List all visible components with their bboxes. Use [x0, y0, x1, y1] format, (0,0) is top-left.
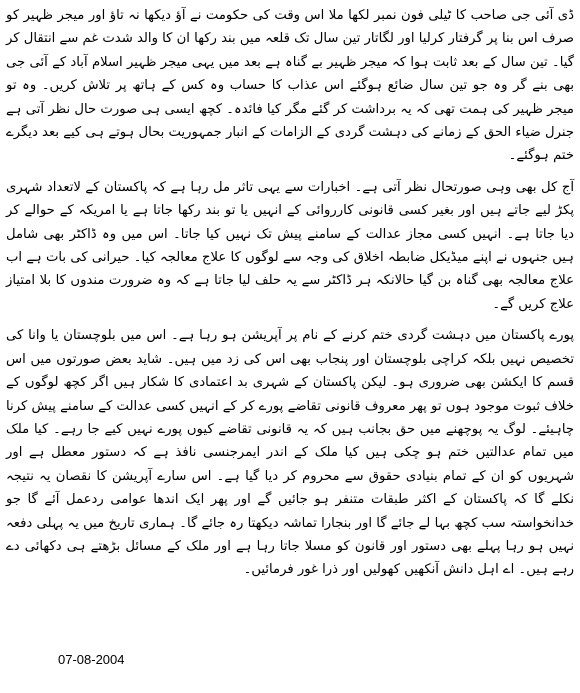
article-body	[6, 4, 574, 582]
paragraph: آج کل بھی وہی صورتحال نظر آتی ہے۔ اخبارات سے یہی تاثر مل رہا ہے کہ پاکستان کے لاتعداد شہری پکڑ لیے جاتے ہیں اور بغیر کسی قانونی کارروائی کے انہیں یا تو بند رکھا جاتا ہے یا امریکہ کے حوالے کر دیا جاتا ہے۔ انہیں کسی مجاز عدالت کے سامنے پیش تک نہیں کیا جاتا۔ اس میں وہ ڈاکٹر بھی شامل ہیں جنہوں نے اپنے میڈیکل ضابطہ اخلاق کی وجہ سے لوگوں کا علاج معالجہ کیا۔ حیرانی کی بات ہے اب علاج معالجہ بھی گناہ بن گیا حالانکہ ہر ڈاکٹر سے یہ حلف لیا جاتا ہے کہ وہ ضرورت مندوں کا بلا امتیاز علاج کریں گے۔	[6, 179, 574, 312]
paragraph: پورے پاکستان میں دہشت گردی ختم کرنے کے نام پر آپریشن ہو رہا ہے۔ اس میں بلوچستان یا وانا کی تخصیص نہیں بلکہ کراچی بلوچستان اور پنجاب بھی اس کی زد میں ہیں۔ شاید بعض صورتوں میں اس قسم کا ایکشن بھی ضروری ہو۔ لیکن پاکستان کے شہری بد اعتمادی کا شکار ہیں اگر کچھ لوگوں کے خلاف ثبوت موجود ہوں تو پھر معروف قانونی تقاضے پورے کر کے انہیں کسی عدالت کے سامنے پیش کرنا چاہیئے۔ لوگ یہ پوچھنے میں حق بجانب ہیں کہ یہ قانونی تقاضے کیوں پورے نہیں کیے جا رہے۔ کیا ملک میں تمام عدالتیں ختم ہو چکی ہیں کیا ملک کے اندر ایمرجنسی نافذ ہے کہ دستور معطل ہے اور شہریوں کو ان کے تمام بنیادی حقوق سے محروم کر دیا گیا ہے۔ اس سارے آپریشن کا نقصان یہ نتیجہ نکلے گا کہ پاکستان کے اکثر طبقات متنفر ہو جائیں گے اور پھر ایک اندھا عوامی ردعمل آئے گا جو خدانخواستہ سب کچھ بہا لے جائے گا اور بنجارا تماشہ دیکھتا رہ جائے گا۔ ہماری تاریخ میں یہ پہلی دفعہ نہیں ہو رہا پہلے بھی دستور اور قانون کو مسلا جاتا رہا ہے اور ملک کے مسائل بڑھتے ہی دکھائی دے رہے ہیں۔ اے اہل دانش آنکھیں کھولیں اور ذرا غور فرمائیں۔	[6, 328, 574, 578]
paragraph: ڈی آئی جی صاحب کا ٹیلی فون نمبر لکھا ملا اس وقت کی حکومت نے آؤ دیکھا نہ تاؤ اور میجر ظہیر کو صرف اس بنا پر گرفتار کرلیا اور لگاتار تین سال تک قلعہ میں بند رکھا ان کا والد شدت غم سے انتقال کر گیا۔ تین سال کے بعد ثابت ہوا کہ میجر ظہیر بے گناہ ہے بعد میں یہی میجر ظہیر اسلام آباد کے آئی جی بھی بنے گر وہ جو تین سال ضائع ہوگئے اس عذاب کا حساب وہ کس کے ہاتھ پر تلاش کریں۔ وہ تو میجر ظہیر کی ہمت تھی کہ یہ برداشت کر گئے مگر کیا فائدہ۔ کچھ ایسی ہی صورت حال نظر آتی ہے جنرل ضیاء الحق کے زمانے کی دہشت گردی کے الزامات کے انبار جمہوریت بحال ہوتے ہی کیے بعد دیگرے ختم ہوگئے۔	[6, 8, 574, 164]
publication-date: 07-08-2004	[58, 652, 125, 667]
